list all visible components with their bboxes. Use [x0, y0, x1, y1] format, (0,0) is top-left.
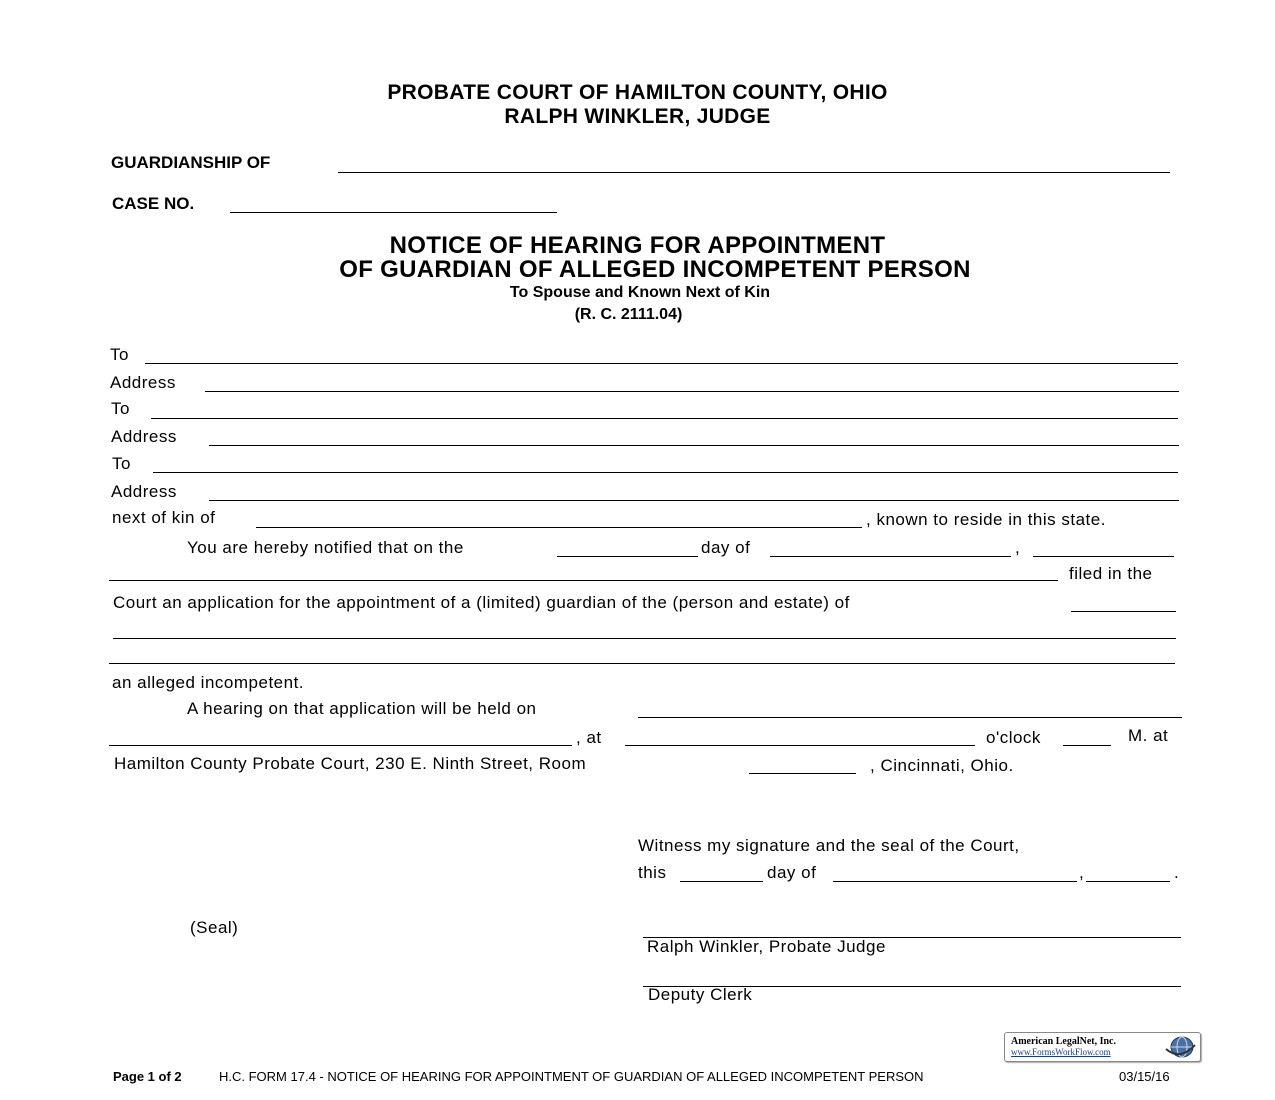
next-of-kin-field[interactable]	[256, 527, 862, 528]
room-field[interactable]	[749, 773, 856, 774]
notified-year-field[interactable]	[1033, 556, 1174, 557]
reside-text: , known to reside in this state.	[866, 510, 1106, 529]
notice-subtitle: To Spouse and Known Next of Kin	[509, 284, 771, 301]
next-of-kin-label: next of kin of	[112, 508, 216, 527]
ward-name-field-1[interactable]	[1071, 611, 1176, 612]
sig-period: .	[1174, 863, 1180, 882]
hearing-at: , at	[576, 728, 602, 747]
address-field-2[interactable]	[209, 445, 1179, 446]
to-field-3[interactable]	[153, 472, 1178, 473]
address-label-2: Address	[111, 427, 177, 446]
notified-day-field[interactable]	[557, 556, 698, 557]
sig-year-field[interactable]	[1086, 881, 1170, 882]
case-no-field[interactable]	[230, 212, 557, 213]
address-field-1[interactable]	[205, 391, 1179, 392]
am-pm-field[interactable]	[1063, 745, 1111, 746]
hearing-time-field[interactable]	[625, 745, 975, 746]
court-name: PROBATE COURT OF HAMILTON COUNTY, OHIO	[387, 81, 888, 104]
ward-name-field-2[interactable]	[113, 638, 1176, 639]
logo-url-link[interactable]: www.FormsWorkFlow.com	[1011, 1047, 1111, 1057]
judge-signature-label: Ralph Winkler, Probate Judge	[647, 937, 886, 956]
hearing-text: A hearing on that application will be held on	[187, 699, 537, 718]
location-text: Hamilton County Probate Court, 230 E. Ninth Street, Room	[114, 754, 587, 773]
notice-title-line2: OF GUARDIAN OF ALLEGED INCOMPETENT PERSON	[339, 256, 971, 283]
guardianship-field[interactable]	[338, 172, 1170, 173]
cincinnati-text: , Cincinnati, Ohio.	[870, 756, 1014, 775]
filed-in-the: filed in the	[1069, 564, 1153, 583]
footer-page: Page 1 of 2	[113, 1069, 182, 1084]
logo-company-name: American LegalNet, Inc.	[1011, 1036, 1116, 1047]
ward-name-field-3[interactable]	[109, 663, 1175, 664]
to-field-1[interactable]	[145, 363, 1178, 364]
seal-label: (Seal)	[190, 918, 239, 937]
sig-comma: ,	[1079, 863, 1085, 882]
to-label-2: To	[111, 399, 130, 418]
to-field-2[interactable]	[151, 418, 1178, 419]
american-legalnet-logo[interactable]	[1004, 1032, 1201, 1062]
notified-month-field[interactable]	[770, 556, 1011, 557]
applicant-field[interactable]	[109, 580, 1058, 581]
footer-date: 03/15/16	[1119, 1069, 1170, 1084]
to-label-3: To	[112, 454, 131, 473]
hearing-date-field-2[interactable]	[109, 745, 572, 746]
m-at-text: M. at	[1128, 726, 1169, 745]
clerk-signature-label: Deputy Clerk	[648, 985, 753, 1004]
notice-title-line1: NOTICE OF HEARING FOR APPOINTMENT	[389, 232, 886, 259]
sig-day-field[interactable]	[680, 881, 763, 882]
globe-icon	[1163, 1035, 1197, 1059]
notified-day-of: day of	[701, 538, 751, 557]
notified-text: You are hereby notified that on the	[187, 538, 464, 557]
application-text: Court an application for the appointment of a (limited) guardian of the (person and estate) of	[113, 593, 850, 612]
notified-comma: ,	[1015, 538, 1021, 557]
judge-name: RALPH WINKLER, JUDGE	[504, 105, 771, 128]
sig-month-field[interactable]	[833, 881, 1077, 882]
address-label-3: Address	[111, 482, 177, 501]
oclock-text: o'clock	[986, 728, 1041, 747]
guardianship-label: GUARDIANSHIP OF	[111, 153, 271, 172]
footer-form-title: H.C. FORM 17.4 - NOTICE OF HEARING FOR APPOINTMENT OF GUARDIAN OF ALLEGED INCOMPETENT PERSON	[219, 1069, 924, 1084]
alleged-incompetent-text: an alleged incompetent.	[112, 673, 305, 692]
address-label-1: Address	[110, 373, 176, 392]
sig-day-of: day of	[767, 863, 817, 882]
witness-text: Witness my signature and the seal of the Court,	[638, 836, 1020, 855]
address-field-3[interactable]	[209, 500, 1179, 501]
hearing-date-field[interactable]	[638, 717, 1182, 718]
sig-this: this	[638, 863, 667, 882]
to-label-1: To	[110, 345, 129, 364]
case-no-label: CASE NO.	[112, 194, 195, 213]
statute-reference: (R. C. 2111.04)	[574, 306, 683, 323]
